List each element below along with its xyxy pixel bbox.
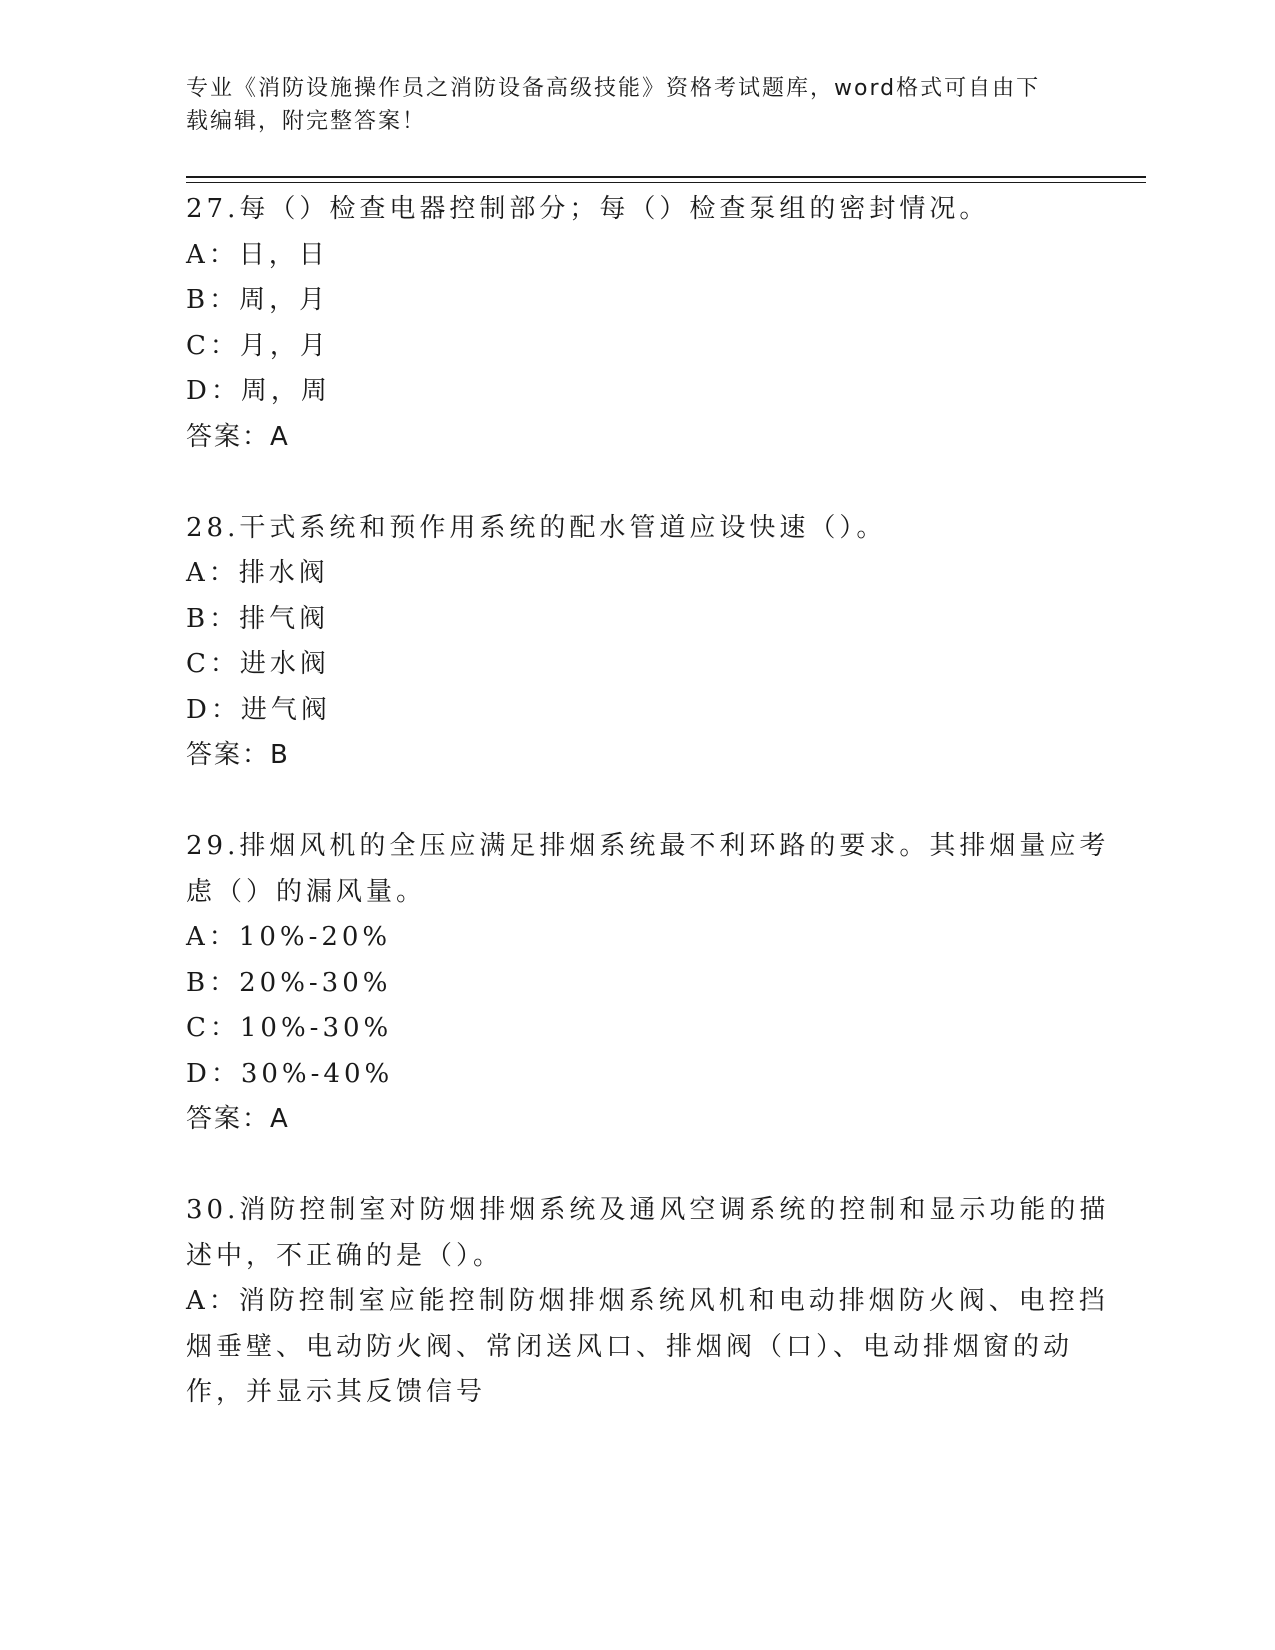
header-line-1: 专业《消防设施操作员之消防设备高级技能》资格考试题库，word格式可自由下 (186, 76, 1041, 101)
spacer (186, 1143, 1066, 1189)
option-a: A：日，日 (186, 239, 329, 270)
header-line-2: 载编辑，附完整答案！ (186, 109, 427, 134)
question-stem: 30.消防控制室对防烟排烟系统及通风空调系统的控制和显示功能的描 (186, 1195, 1110, 1225)
option-a-continued: 烟垂壁、电动防火阀、常闭送风口、排烟阀（口）、电动排烟窗的动 (186, 1331, 1074, 1362)
question-stem: 27.每（）检查电器控制部分；每（）检查泵组的密封情况。 (186, 194, 990, 224)
question-stem: 28.干式系统和预作用系统的配水管道应设快速（）。 (186, 512, 887, 543)
header-divider-thin (186, 182, 1146, 183)
option-a: A：10%-20% (186, 922, 392, 952)
option-d: D：进气阀 (186, 694, 331, 725)
option-a: A：排水阀 (186, 558, 329, 588)
question-list (186, 187, 1110, 1416)
option-a: A：消防控制室应能控制防烟排烟系统风机和电动排烟防火阀、电控挡 (186, 1286, 1109, 1316)
answer-line: 答案：A (186, 1104, 290, 1134)
answer-line: 答案：B (186, 740, 290, 770)
option-b: B：20%-30% (186, 967, 392, 998)
answer-line: 答案：A (186, 421, 290, 452)
spacer (186, 460, 1066, 506)
header-divider-thick (186, 176, 1146, 178)
option-b: B：周，月 (186, 285, 330, 315)
option-a-continued: 作，并显示其反馈信号 (186, 1377, 487, 1407)
spacer (186, 779, 1066, 825)
question-27 (186, 187, 1066, 460)
question-stem: 29.排烟风机的全压应满足排烟系统最不利环路的要求。其排烟量应考 (186, 831, 1110, 861)
document-header (186, 72, 1066, 138)
question-stem-continued: 虑（）的漏风量。 (186, 876, 427, 907)
question-28 (186, 506, 1066, 779)
question-29 (186, 824, 1110, 1143)
option-c: C：进水阀 (186, 649, 330, 679)
question-30 (186, 1188, 1110, 1416)
option-c: C：10%-30% (186, 1013, 393, 1043)
option-d: D：周，周 (186, 376, 331, 406)
option-c: C：月，月 (186, 330, 330, 361)
question-stem-continued: 述中，不正确的是（）。 (186, 1240, 504, 1271)
option-b: B：排气阀 (186, 603, 330, 634)
option-d: D：30%-40% (186, 1058, 394, 1089)
